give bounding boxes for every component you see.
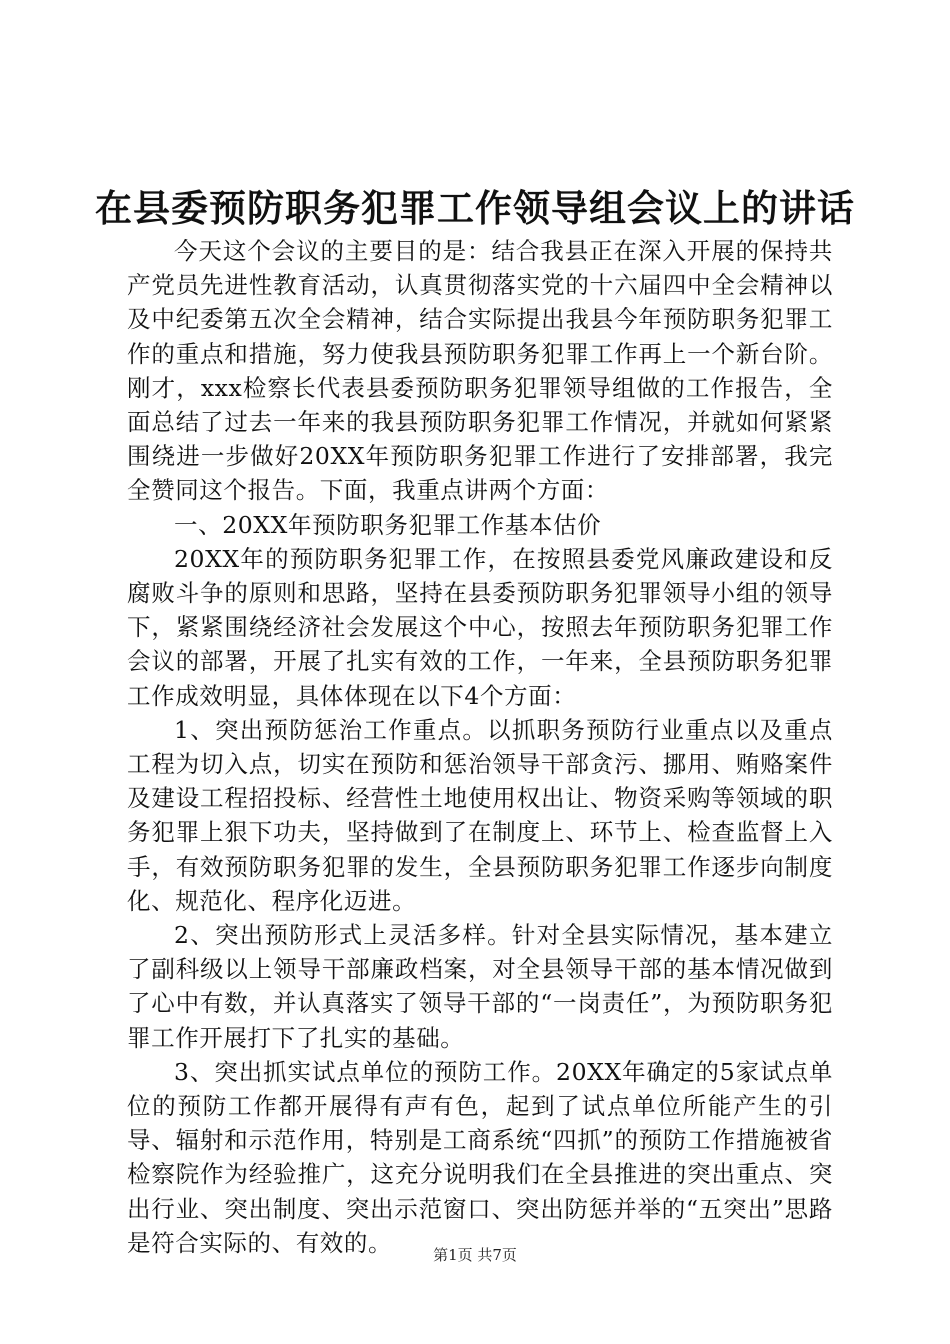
paragraph-point-1: 1、突出预防惩治工作重点。以抓职务预防行业重点以及重点工程为切入点，切实在预防和惩治领导干部贪污、挪用、贿赂案件及建设工程招投标、经营性土地使用权出让、物资采购等领域的职务犯罪上狠下功夫，坚持做到了在制度上、环节上、检查监督上入手，有效预防职务犯罪的发生，全县预防职务犯罪工作逐步向制度化、规范化、程序化迈进。: [127, 715, 833, 915]
section-heading-1: 一、20XX年预防职务犯罪工作基本估价: [174, 510, 602, 539]
paragraph-intro: 今天这个会议的主要目的是：结合我县正在深入开展的保持共产党员先进性教育活动，认真贯彻落实党的十六届四中全会精神以及中纪委第五次全会精神，结合实际提出我县今年预防职务犯罪工作的重点和措施，努力使我县预防职务犯罪工作再上一个新台阶。刚才，xxx检察长代表县委预防职务犯罪领导组做的工作报告，全面总结了过去一年来的我县预防职务犯罪工作情况，并就如何紧紧围绕进一步做好20XX年预防职务犯罪工作进行了安排部署，我完全赞同这个报告。下面，我重点讲两个方面：: [127, 237, 833, 505]
paragraph-summary: 20XX年的预防职务犯罪工作，在按照县委党风廉政建设和反腐败斗争的原则和思路，坚持在县委预防职务犯罪领导小组的领导下，紧紧围绕经济社会发展这个中心，按照去年预防职务犯罪工作会议的部署，开展了扎实有效的工作，一年来，全县预防职务犯罪工作成效明显，具体体现在以下4个方面：: [127, 544, 833, 710]
paragraph-point-3: 3、突出抓实试点单位的预防工作。20XX年确定的5家试点单位的预防工作都开展得有声有色，起到了试点单位所能产生的引导、辐射和示范作用，特别是工商系统“四抓”的预防工作措施被省检察院作为经验推广，这充分说明我们在全县推进的突出重点、突出行业、突出制度、突出示范窗口、突出防惩并举的“五突出”思路是符合实际的、有效的。: [127, 1057, 833, 1257]
paragraph-point-2: 2、突出预防形式上灵活多样。针对全县实际情况，基本建立了副科级以上领导干部廉政档案，对全县领导干部的基本情况做到了心中有数，并认真落实了领导干部的“一岗责任”，为预防职务犯罪工作开展打下了扎实的基础。: [127, 921, 833, 1052]
document-title: 在县委预防职务犯罪工作领导组会议上的讲话: [95, 186, 855, 230]
document-body: [127, 234, 833, 1260]
page-footer: 第1页 共7页: [433, 1246, 517, 1264]
